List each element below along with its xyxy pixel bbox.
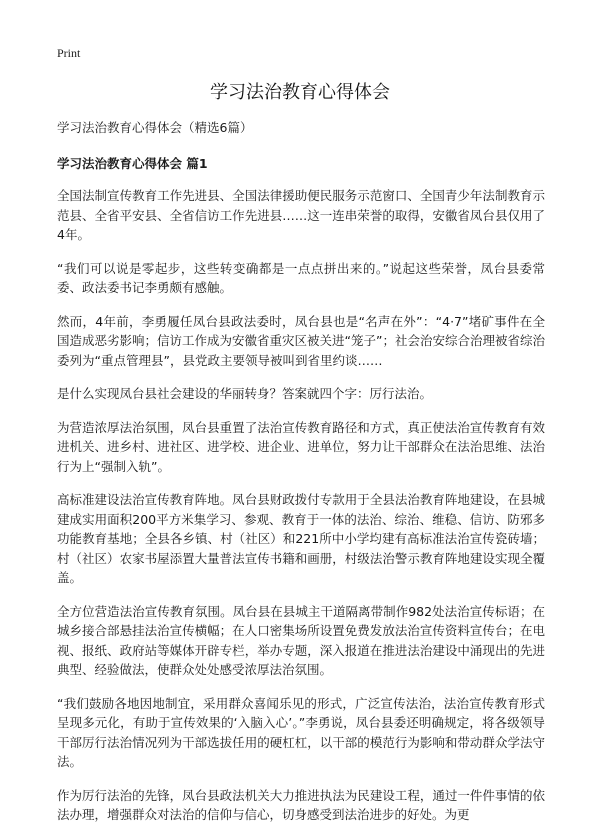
- paragraph: 然而，4年前，李勇履任凤台县政法委时，凤台县也是“名声在外”：“4·7”堵矿事件在全国造成恶劣影响；信访工作成为安徽省重灾区被关进“笼子”；社会治安综合治理被省综治委列为“重点管理县”，县党政主要领导被叫到省里约谈……: [57, 313, 545, 368]
- section-heading: 学习法治教育心得体会 篇1: [57, 156, 208, 171]
- print-link[interactable]: Print: [57, 46, 81, 60]
- paragraph: 是什么实现凤台县社会建设的华丽转身？答案就四个字：厉行法治。: [57, 386, 433, 401]
- paragraph: 全方位营造法治宣传教育氛围。凤台县在县城主干道隔离带制作982处法治宣传标语；在城乡接合部悬挂法治宣传横幅；在人口密集场所设置免费发放法治宣传资料宣传台；在电视、报纸、政府站等媒体开辟专栏，举办专题，深入报道在推进法治建设中涌现出的先进典型、经验做法，使群众处处感受浓厚法治氛围。: [57, 603, 545, 677]
- article-subtitle: 学习法治教育心得体会（精选6篇）: [57, 120, 253, 135]
- paragraph: 为营造浓厚法治氛围，凤台县重置了法治宣传教育路径和方式，真正使法治宣传教育有效进机关、进乡村、进社区、进学校、进企业、进单位，努力让干部群众在法治思维、法治行为上“强制入轨”。: [57, 419, 545, 474]
- page-title: 学习法治教育心得体会: [210, 82, 390, 103]
- paragraph: 全国法制宣传教育工作先进县、全国法律援助便民服务示范窗口、全国青少年法制教育示范县、全省平安县、全省信访工作先进县……这一连串荣誉的取得，安徽省凤台县仅用了4年。: [57, 188, 545, 242]
- paragraph: 高标准建设法治宣传教育阵地。凤台县财政拨付专款用于全县法治教育阵地建设，在县城建成实用面积200平方米集学习、参观、教育于一体的法治、综治、维稳、信访、防邪多功能教育基地；全县各乡镇、村（社区）和221所中小学均建有高标准法治宣传瓷砖墙；村（社区）农家书屋添置大量普法宣传书籍和画册，村级法治警示教育阵地建设实现全覆盖。: [57, 492, 545, 585]
- paragraph: “我们鼓励各地因地制宜，采用群众喜闻乐见的形式，广泛宣传法治，法治宣传教育形式呈现多元化，有助于宣传效果的‘入脑入心’。”李勇说，凤台县委还明确规定，将各级领导干部厉行法治情况列为干部选拔任用的硬杠杠，以干部的模范行为影响和带动群众学法守法。: [57, 695, 545, 769]
- paragraph: “我们可以说是零起步，这些转变确都是一点点拼出来的。”说起这些荣誉，凤台县委常委、政法委书记李勇颇有感触。: [57, 260, 545, 295]
- paragraph: 作为厉行法治的先锋，凤台县政法机关大力推进执法为民建设工程，通过一件件事情的依法办理，增强群众对法治的信仰与信心，切身感受到法治进步的好处。为更: [57, 787, 545, 822]
- article-body: [57, 118, 545, 839]
